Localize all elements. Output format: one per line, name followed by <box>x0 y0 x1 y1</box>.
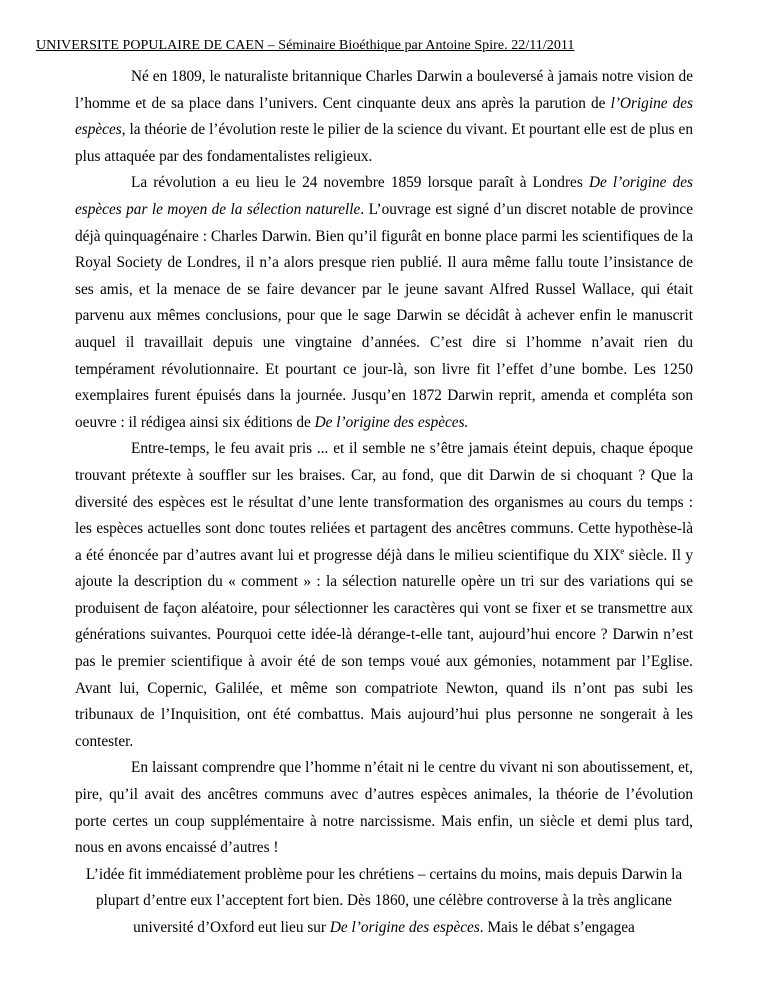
paragraph-4: En laissant comprendre que l’homme n’était ni le centre du vivant ni son aboutissement, et, pire, qu’il avait des ancêtres communs avec d’autres espèces animales, la théorie de l’évolution porte certes un coup supplémentaire à notre narcissisme. Mais enfin, un siècle et demi plus tard, nous en avons encaissé d’autres ! <box>75 759 693 857</box>
page-header: UNIVERSITE POPULAIRE DE CAEN – Séminaire Bioéthique par Antoine Spire. 22/11/2011 <box>36 38 575 53</box>
paragraph-3: Entre-temps, le feu avait pris ... et il semble ne s’être jamais éteint depuis, chaque époque trouvant prétexte à souffler sur les braises. Car, au fond, que dit Darwin de si choquant ? Que la diversité des espèces est le résultat d’une lente transformation des organismes au cours du temps : les espèces actuelles sont donc toutes reliées et partagent des ancêtres communs. Cette hypothèse-là a été énoncée par d’autres avant lui et progresse déjà dans le milieu scientifique du XIXe siècle. Il y ajoute la description du « comment » : la sélection naturelle opère un tri sur des variations qui se produisent de façon aléatoire, pour sélectionner les caractères qui vont se fixer et se transmettre aux générations suivantes. Pourquoi cette idée-là dérange-t-elle tant, aujourd’hui encore ? Darwin n’est pas le premier scientifique à avoir été de son temps voué aux gémonies, notamment par l’Eglise. Avant lui, Copernic, Galilée, et même son compatriote Newton, quand ils n’ont pas subi les tribunaux de l’Inquisition, ont été combattus. Mais aujourd’hui plus personne ne songerait à les contester. <box>75 440 693 750</box>
paragraph-1: Né en 1809, le naturaliste britannique Charles Darwin a bouleversé à jamais notre vision de l’homme et de sa place dans l’univers. Cent cinquante deux ans après la parution de l’Origine des espèces, la théorie de l’évolution reste le pilier de la science du vivant. Et pourtant elle est de plus en plus attaquée par des fondamentalistes religieux. <box>75 68 693 165</box>
paragraph-5: L’idée fit immédiatement problème pour les chrétiens – certains du moins, mais depuis Darwin la plupart d’entre eux l’acceptent fort bien. Dès 1860, une célèbre controverse à la très anglicane université d’Oxford eut lieu sur De l’origine des espèces. Mais le débat s’engagea <box>85 865 683 936</box>
paragraph-2: La révolution a eu lieu le 24 novembre 1859 lorsque paraît à Londres De l’origine des espèces par le moyen de la sélection naturelle. L’ouvrage est signé d’un discret notable de province déjà quinquagénaire : Charles Darwin. Bien qu’il figurât en bonne place parmi les scientifiques de la Royal Society de Londres, il n’a alors presque rien publié. Il aura même fallu toute l’insistance de ses amis, et la menace de se faire devancer par le jeune savant Alfred Russel Wallace, qui était parvenu aux mêmes conclusions, pour que le sage Darwin se décidât à achever enfin le manuscrit auquel il travaillait depuis une vingtaine d’années. C’est dire si l’homme n’avait rien du tempérament révolutionnaire. Et pourtant ce jour-là, son livre fit l’effet d’une bombe. Les 1250 exemplaires furent épuisés dans la journée. Jusqu’en 1872 Darwin reprit, amenda et compléta son oeuvre : il rédigea ainsi six éditions de De l’origine des espèces. <box>75 174 693 431</box>
document-body <box>75 64 693 942</box>
